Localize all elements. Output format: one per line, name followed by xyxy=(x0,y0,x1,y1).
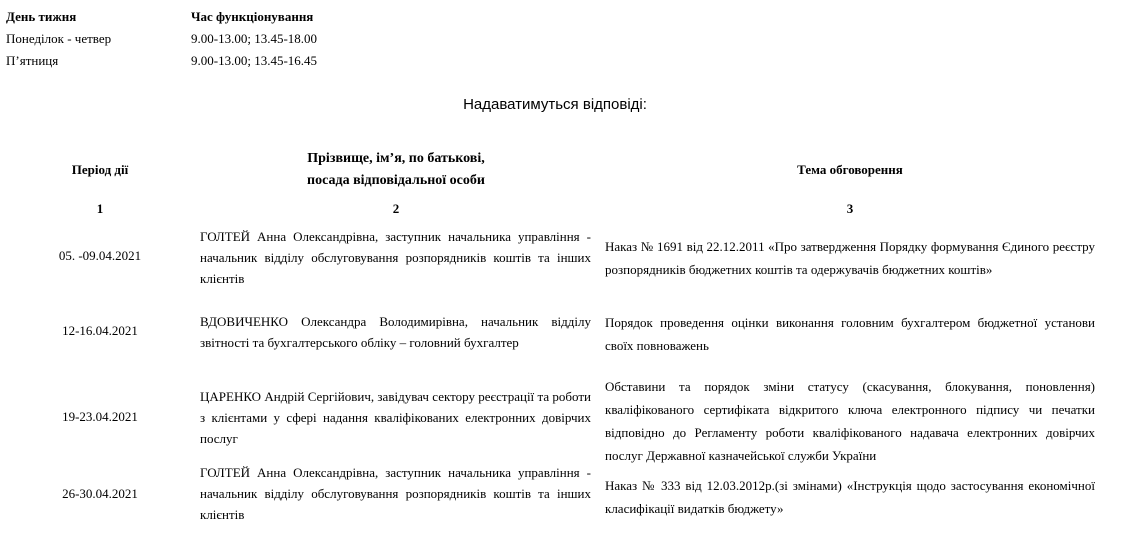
schedule-hours-header: Час функціонування xyxy=(191,9,314,24)
column-number: 1 xyxy=(96,201,104,216)
header-person xyxy=(200,148,592,192)
schedule-hours: 9.00-13.00; 13.45-16.45 xyxy=(191,53,318,68)
row-period: 26-30.04.2021 xyxy=(62,486,138,501)
row-topic: Наказ № 333 від 12.03.2012р.(зі змінами) «Інструкція щодо застосування економічної класифікації видатків бюджету» xyxy=(605,478,1095,516)
row-topic: Наказ № 1691 від 22.12.2011 «Про затвердження Порядку формування Єдиного реєстру розпорядників бюджетних коштів та одержувачів бюджетних коштів» xyxy=(605,239,1095,277)
row-period: 05. -09.04.2021 xyxy=(58,248,142,263)
schedule-day: Понеділок - четвер xyxy=(6,31,112,46)
row-person: ГОЛТЕЙ Анна Олександрівна, заступник начальника управління - начальник відділу обслуговування розпорядників коштів та інших клієнтів xyxy=(200,229,591,286)
row-person: ВДОВИЧЕНКО Олександра Володимирівна, начальник відділу звітності та бухгалтерського обліку – головний бухгалтер xyxy=(200,314,591,350)
header-person-line2: посада відповідальної особи xyxy=(307,173,485,188)
header-topic: Тема обговорення xyxy=(797,162,903,177)
answers-title: Надаватимуться відповіді: xyxy=(463,96,647,113)
header-person-line1: Прізвище, ім’я, по батькові, xyxy=(307,151,485,166)
column-number: 3 xyxy=(846,201,854,216)
row-topic: Порядок проведення оцінки виконання головним бухгалтером бюджетної установи своїх повноважень xyxy=(605,315,1095,353)
row-person: ГОЛТЕЙ Анна Олександрівна, заступник начальника управління - начальник відділу обслуговування розпорядників коштів та інших клієнтів xyxy=(200,465,591,522)
schedule-day: П’ятниця xyxy=(6,53,59,68)
row-period: 12-16.04.2021 xyxy=(62,323,138,338)
schedule-hours: 9.00-13.00; 13.45-18.00 xyxy=(191,31,318,46)
header-period: Період дії xyxy=(71,162,129,177)
row-topic: Обставини та порядок зміни статусу (скасування, блокування, поновлення) кваліфікованого сертифіката відкритого ключа електронного підпису чи печатки відповідно до Регламенту роботи кваліфікованого надавача електронних довірчих послуг Державної казначейської служби України xyxy=(605,379,1095,463)
schedule-day-header: День тижня xyxy=(6,9,77,24)
row-period: 19-23.04.2021 xyxy=(62,409,138,424)
row-person: ЦАРЕНКО Андрій Сергійович, завідувач сектору реєстрації та роботи з клієнтами у сфері надання кваліфікованих електронних довірчих послуг xyxy=(200,389,591,446)
column-number: 2 xyxy=(392,201,400,216)
